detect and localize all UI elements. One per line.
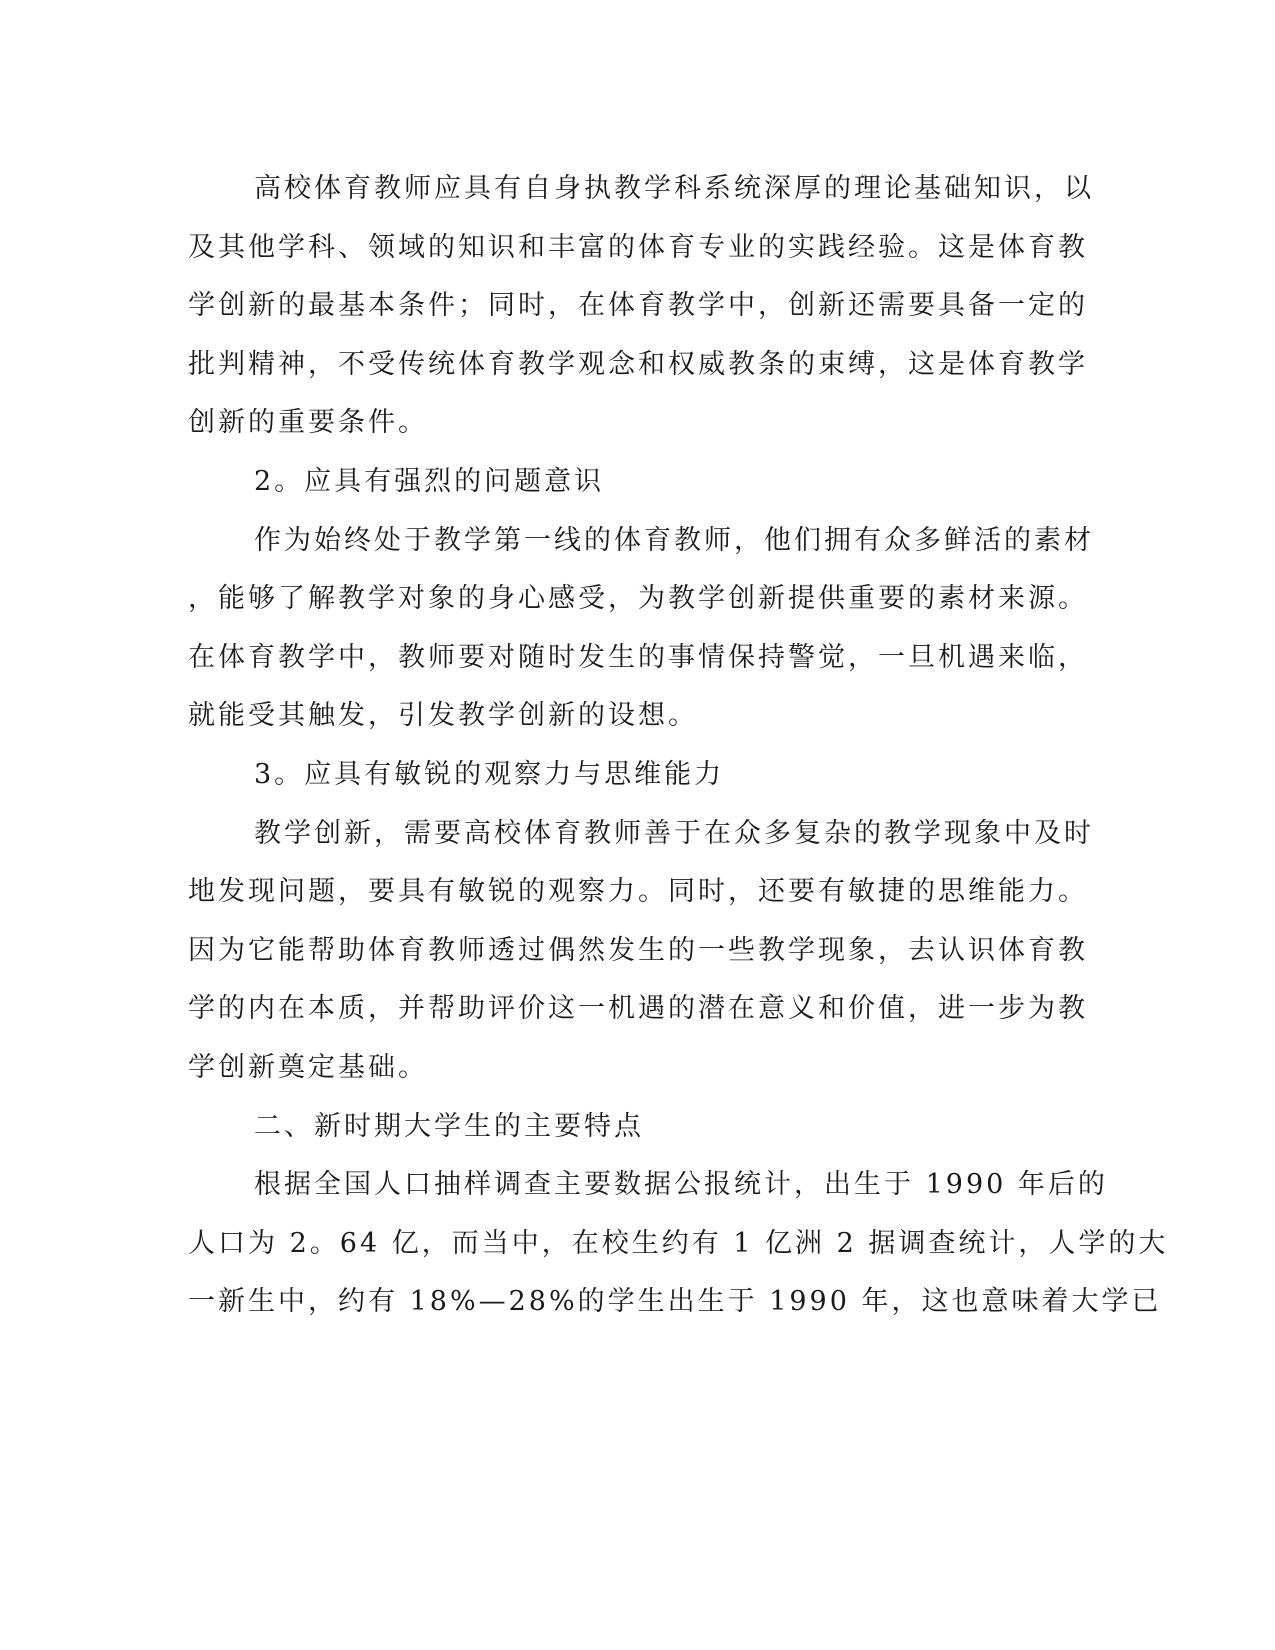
text-line: 教学创新，需要高校体育教师善于在众多复杂的教学现象中及时 bbox=[254, 817, 1094, 849]
text-line: 及其他学科、领域的知识和丰富的体育专业的实践经验。这是体育教 bbox=[188, 231, 1088, 263]
text-line: 学的内在本质，并帮助评价这一机遇的潜在意义和价值，进一步为教 bbox=[188, 993, 1088, 1025]
text-line: 学创新奠定基础。 bbox=[188, 1051, 428, 1083]
text-line: 就能受其触发，引发教学创新的设想。 bbox=[188, 700, 698, 732]
section-heading: 3。应具有敏锐的观察力与思维能力 bbox=[254, 758, 725, 790]
text-line: 学创新的最基本条件；同时，在体育教学中，创新还需要具备一定的 bbox=[188, 290, 1088, 322]
text-line: 高校体育教师应具有自身执教学科系统深厚的理论基础知识，以 bbox=[254, 173, 1094, 204]
text-line: 批判精神，不受传统体育教学观念和权威教条的束缚，这是体育教学 bbox=[188, 348, 1088, 380]
text-line: 作为始终处于教学第一线的体育教师，他们拥有众多鲜活的素材 bbox=[254, 524, 1094, 556]
section-heading: 二、新时期大学生的主要特点 bbox=[254, 1110, 644, 1142]
text-line: 因为它能帮助体育教师透过偶然发生的一些教学现象，去认识体育教 bbox=[188, 934, 1088, 966]
section-heading: 2。应具有强烈的问题意识 bbox=[254, 465, 605, 497]
text-line: 根据全国人口抽样调查主要数据公报统计，出生于 1990 年后的 bbox=[254, 1169, 1108, 1201]
text-line: 创新的重要条件。 bbox=[188, 407, 428, 439]
body-text bbox=[188, 160, 1169, 1332]
text-line: 一新生中，约有 18%—28%的学生出生于 1990 年，这也意味着大学已 bbox=[188, 1286, 1162, 1318]
text-line: 在体育教学中，教师要对随时发生的事情保持警觉，一旦机遇来临， bbox=[188, 641, 1088, 673]
text-line: 人口为 2。64 亿，而当中，在校生约有 1 亿洲 2 据调查统计，人学的大 bbox=[188, 1227, 1169, 1259]
text-line: 地发现问题，要具有敏锐的观察力。同时，还要有敏捷的思维能力。 bbox=[188, 876, 1088, 908]
text-line: ，能够了解教学对象的身心感受，为教学创新提供重要的素材来源。 bbox=[188, 583, 1088, 615]
